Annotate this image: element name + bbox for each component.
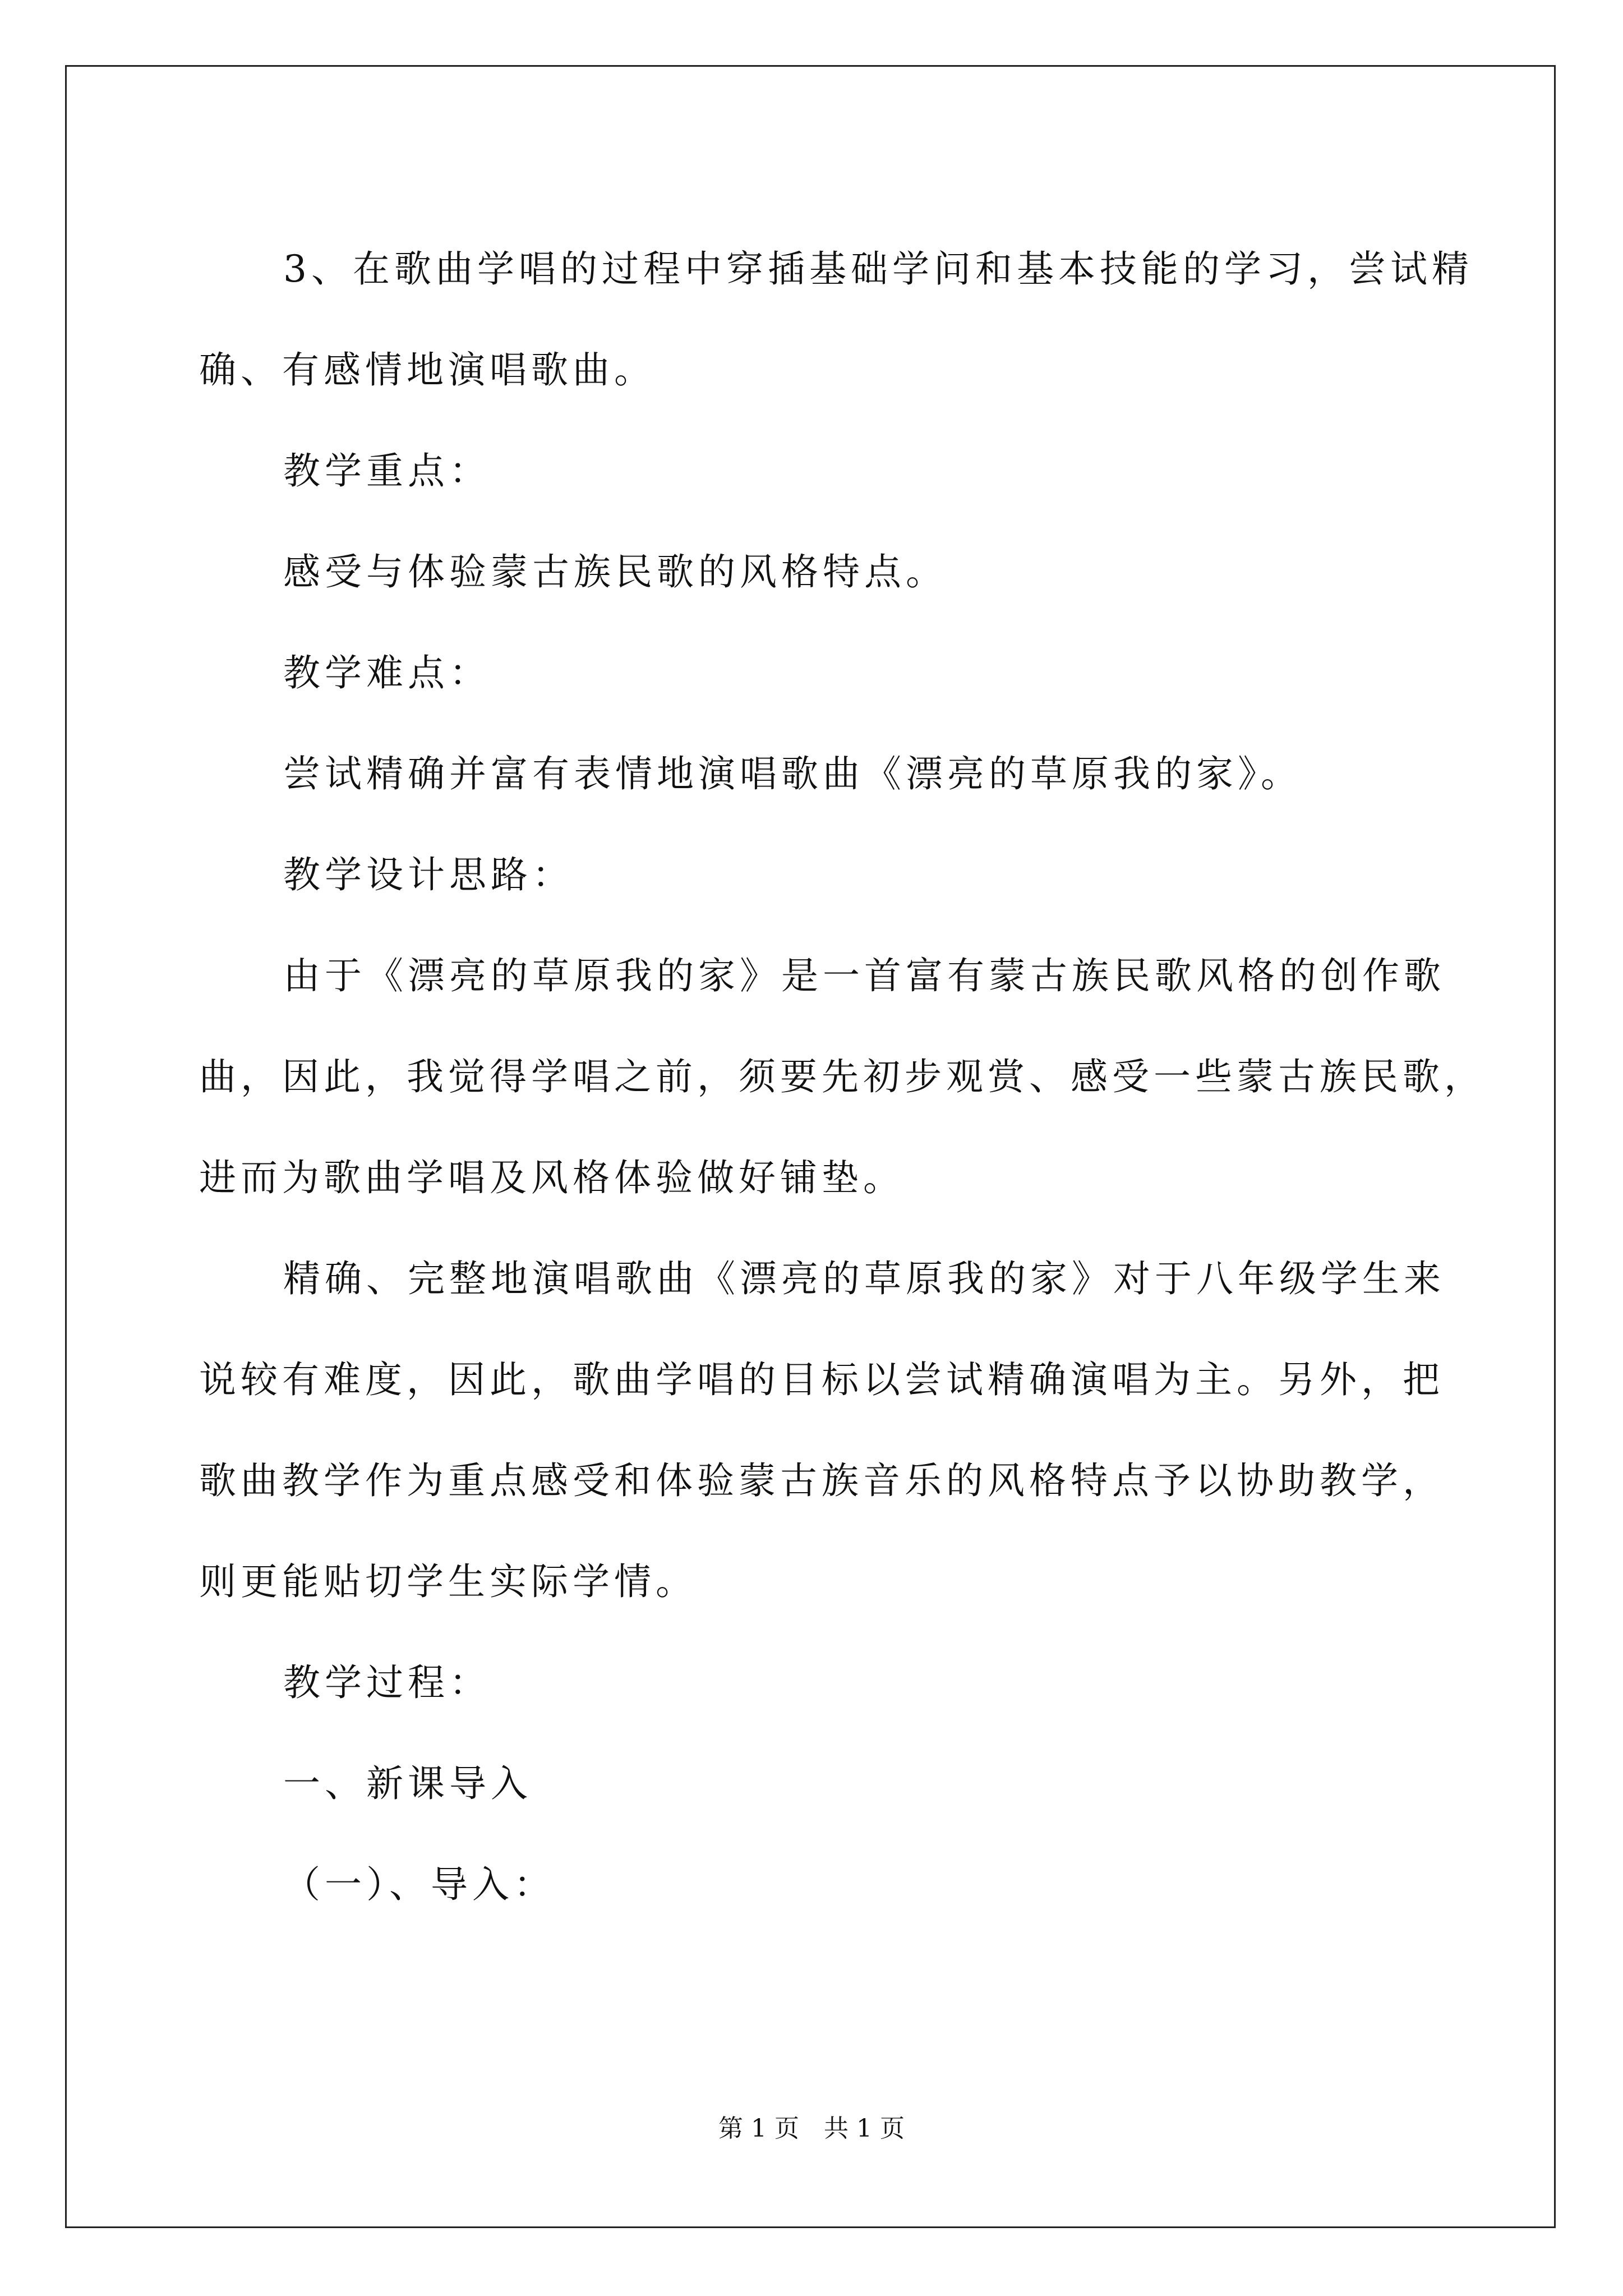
text-line: 一、新课导入 (283, 1762, 532, 1805)
text-line: 进而为歌曲学唱及风格体验做好铺垫。 (199, 1156, 905, 1199)
text-line: 精确、完整地演唱歌曲《漂亮的草原我的家》对于八年级学生来 (283, 1257, 1445, 1300)
paragraph (199, 926, 1486, 1228)
text-line: 尝试精确并富有表情地演唱歌曲《漂亮的草原我的家》。 (283, 752, 1302, 795)
paragraph (199, 1228, 1445, 1632)
text-line: 3、在歌曲学唱的过程中穿插基础学问和基本技能的学习，尝试精 (283, 247, 1473, 291)
paragraph (199, 724, 1433, 825)
page-number: 第 1 页 共 1 页 (718, 2114, 905, 2143)
text-line: 歌曲教学作为重点感受和体验蒙古族音乐的风格特点予以协助教学， (199, 1459, 1444, 1502)
text-line: 由于《漂亮的草原我的家》是一首富有蒙古族民歌风格的创作歌 (283, 954, 1445, 997)
paragraph (199, 522, 1433, 623)
section-heading (199, 1632, 1433, 1733)
text-line: 教学设计思路： (283, 853, 574, 896)
text-line: 教学重点： (283, 449, 491, 493)
section-heading (199, 825, 1433, 926)
text-line: 感受与体验蒙古族民歌的风格特点。 (283, 550, 947, 593)
section-heading (199, 1733, 1433, 1834)
text-line: 教学过程： (283, 1661, 491, 1704)
section-heading (199, 623, 1433, 724)
text-line: 说较有难度，因此，歌曲学唱的目标以尝试精确演唱为主。另外，把 (199, 1358, 1444, 1401)
section-heading (199, 421, 1433, 522)
text-line: 教学难点： (283, 651, 491, 694)
text-line: 则更能贴切学生实际学情。 (199, 1560, 697, 1603)
text-line: 确、有感情地演唱歌曲。 (199, 348, 656, 392)
paragraph (199, 219, 1473, 421)
document-body (199, 219, 1486, 1935)
text-line: （一）、导入： (283, 1863, 555, 1906)
text-line: 曲，因此，我觉得学唱之前，须要先初步观赏、感受一些蒙古族民歌， (199, 1055, 1486, 1098)
subsection-heading (199, 1834, 1433, 1935)
